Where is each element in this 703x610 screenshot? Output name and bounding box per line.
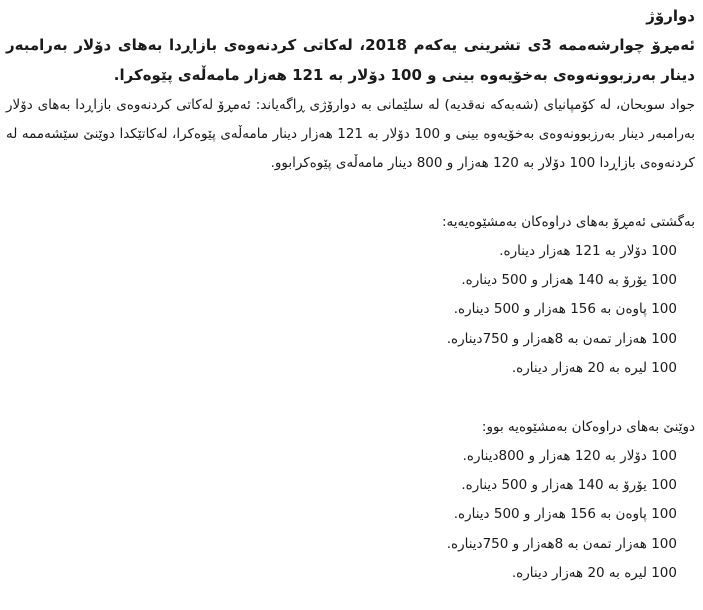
yesterday-rates-list — [6, 442, 695, 588]
today-rate-eur: 100 یۆرۆ بە 140 هەزار و 500 دینارە. — [461, 272, 677, 289]
yesterday-rate-irr: 100 هەزار تمەن بە 8هەزار و 750دینارە. — [446, 535, 677, 552]
yesterday-rate-try: 100 لیرە بە 20 هەزار دینارە. — [511, 564, 677, 581]
today-rates-list — [6, 237, 695, 383]
yesterday-rate-eur: 100 یۆرۆ بە 140 هەزار و 500 دینارە. — [461, 477, 677, 494]
yesterday-rates-heading: دوێنێ بەهای دراوەکان بەمشێوەیە بوو: — [481, 419, 695, 436]
article-lead: ئەمڕۆ چوارشەممە 3ی تشرینی یەکەم 2018، لەکاتی کردنەوەی بازاڕدا بەهای دۆلار بەرامبەر دینار بەرزبوونەوەی بەخۆیەوە بینی و 100 دۆلار بە 121 هەزار مامەڵەی پێوەکرا. — [6, 36, 695, 84]
yesterday-rate-gbp: 100 پاوەن بە 156 هەزار و 500 دینارە. — [453, 506, 677, 523]
today-rate-gbp: 100 پاوەن بە 156 هەزار و 500 دینارە. — [453, 301, 677, 318]
article-title: دوارۆژ — [646, 7, 695, 25]
spacer — [6, 178, 695, 208]
today-rates-heading: بەگشتی ئەمڕۆ بەهای دراوەکان بەمشێوەیەیە: — [442, 214, 695, 230]
today-rate-try: 100 لیرە بە 20 هەزار دینارە. — [511, 359, 677, 376]
yesterday-rate-usd: 100 دۆلار بە 120 هەزار و 800دینارە. — [462, 448, 677, 465]
spacer — [6, 383, 695, 413]
today-rate-irr: 100 هەزار تمەن بە 8هەزار و 750دینارە. — [446, 330, 677, 347]
today-rate-usd: 100 دۆلار بە 121 هەزار دینارە. — [499, 243, 677, 259]
article-body: جواد سوبحان، لە کۆمپانیای (شەبەکە نەقدیە) لە سلێمانی بە دوارۆژی ڕاگەیاند: ئەمڕۆ لەکاتی کردنەوەی بازاڕدا بەهای دۆلار بەرامبەر دینار بەرزبوونەوەی بەخۆیەوە بینی و 100 دۆلار بە 121 هەزار دینار مامەڵەی پێوەکرا، لەکاتێکدا دوێنێ سێشەممە لە کردنەوەی بازاڕدا 100 دۆلار بە 120 هەزار و 800 دینار مامەڵەی پێوەکرابوو. — [6, 97, 696, 171]
